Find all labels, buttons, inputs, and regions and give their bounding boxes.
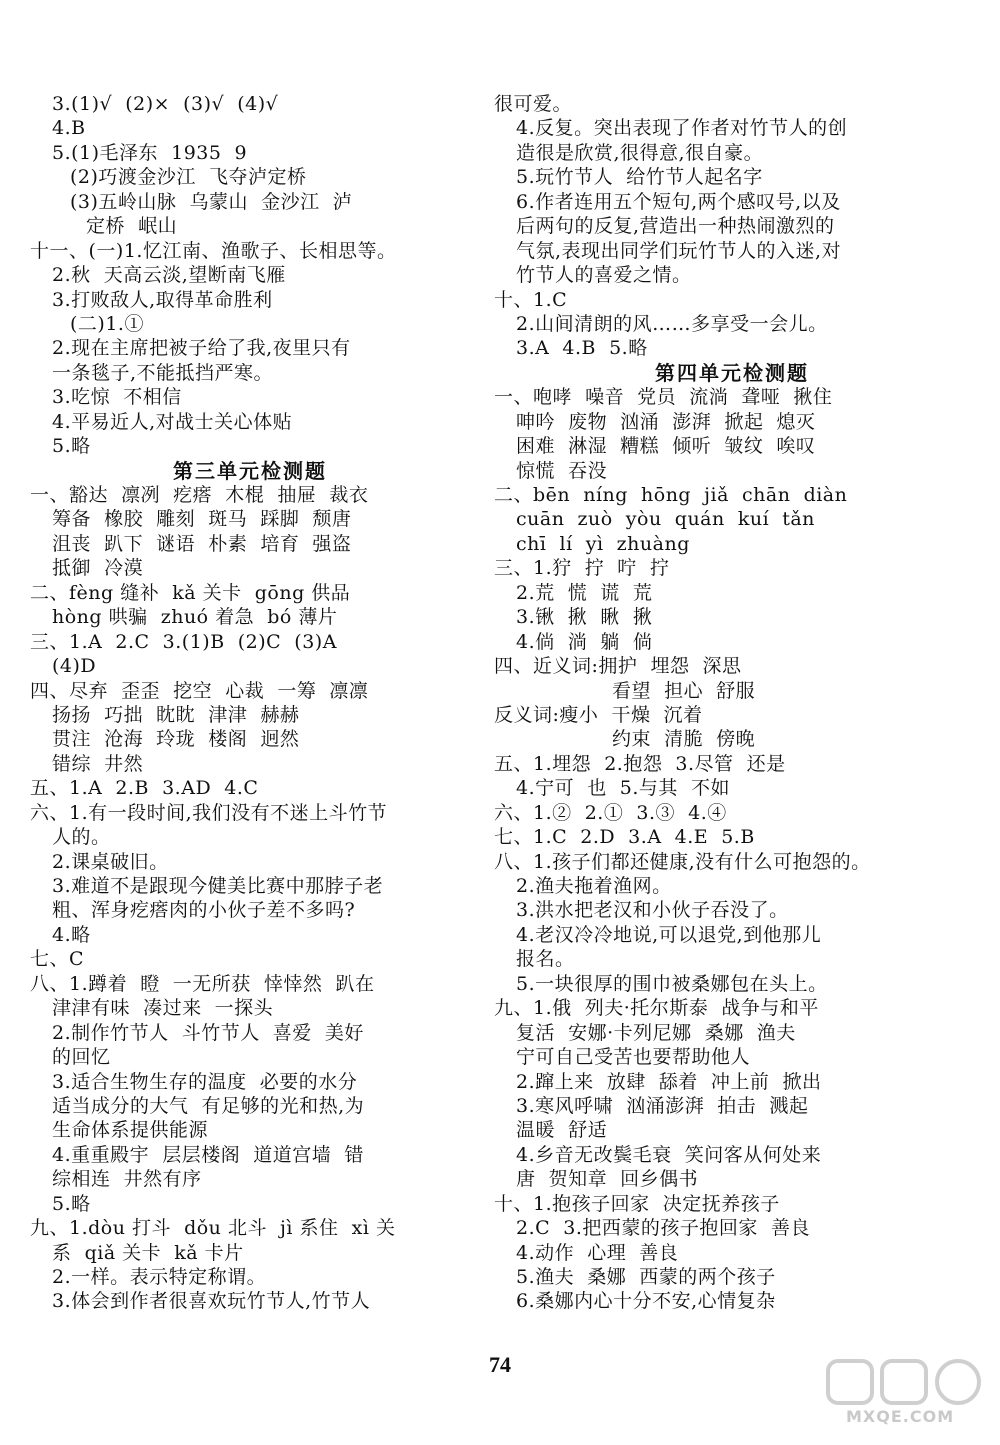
answer-line: 2.现在主席把被子给了我,夜里只有 xyxy=(52,337,351,360)
answer-line: 综相连 井然有序 xyxy=(52,1168,202,1191)
answer-line: 九、1.俄 列夫·托尔斯泰 战争与和平 xyxy=(494,997,819,1020)
answer-line: 5.(1)毛泽东 1935 9 xyxy=(52,141,248,164)
answer-line: 八、1.孩子们都还健康,没有什么可抱怨的。 xyxy=(494,850,871,873)
answer-line: 困难 淋湿 糟糕 倾听 皱纹 唉叹 xyxy=(516,435,816,458)
answer-line: 十一、(一)1.忆江南、渔歌子、长相思等。 xyxy=(30,239,397,262)
answer-line: 5.玩竹节人 给竹节人起名字 xyxy=(516,166,763,189)
answer-line: 一条毯子,不能抵挡严寒。 xyxy=(52,361,274,384)
answer-line: 3.寒风呼啸 汹涌澎湃 拍击 溅起 xyxy=(516,1094,809,1117)
answer-line: 2.蹿上来 放肆 舔着 冲上前 掀出 xyxy=(516,1070,822,1093)
answer-line: 竹节人的喜爱之情。 xyxy=(516,264,692,287)
answer-line: 六、1.② 2.① 3.③ 4.④ xyxy=(494,801,727,824)
answer-line: 二、bēn níng hōng jiǎ chān diàn xyxy=(494,484,848,506)
answer-line: 四、尽弃 歪歪 挖空 心裁 一筹 凛凛 xyxy=(30,679,369,702)
answer-line: 5.一块很厚的围巾被桑娜包在头上。 xyxy=(516,972,828,995)
answer-line: 2.课桌破旧。 xyxy=(52,850,169,873)
answer-line: 4.动作 心理 善良 xyxy=(516,1241,679,1264)
answer-line: 4.重重殿宇 层层楼阁 道道宫墙 错 xyxy=(52,1143,364,1166)
answer-line: 4.反复。突出表现了作者对竹节人的创 xyxy=(516,117,848,140)
answer-line: 5.略 xyxy=(52,1192,91,1215)
answer-line: 五、1.埋怨 2.抱怨 3.尽管 还是 xyxy=(494,752,786,775)
answer-line: 3.适合生物生存的温度 必要的水分 xyxy=(52,1070,358,1093)
answer-line: 3.打败敌人,取得革命胜利 xyxy=(52,288,273,311)
left-column xyxy=(30,92,470,1314)
answer-line: 3.A 4.B 5.略 xyxy=(516,337,648,360)
answer-line: 看望 担心 舒服 xyxy=(612,679,756,702)
answer-line: 反义词:瘦小 干燥 沉着 xyxy=(494,703,703,726)
answer-line: 4.平易近人,对战士关心体贴 xyxy=(52,410,293,433)
answer-line: 呻吟 废物 汹涌 澎湃 掀起 熄灭 xyxy=(516,410,816,433)
answer-line: 4.乡音无改鬓毛衰 笑问客从何处来 xyxy=(516,1143,822,1166)
answer-line: 抵御 冷漠 xyxy=(52,557,144,580)
answer-line: 生命体系提供能源 xyxy=(52,1119,209,1142)
answer-line: 气氛,表现出同学们玩竹节人的入迷,对 xyxy=(516,239,842,262)
answer-line: 七、1.C 2.D 3.A 4.E 5.B xyxy=(494,826,755,849)
answer-line: 二、fèng 缝补 kǎ 关卡 gōng 供品 xyxy=(30,581,351,604)
answer-line: 九、1.dòu 打斗 dǒu 北斗 jì 系住 xì 关 xyxy=(30,1217,396,1240)
answer-line: 四、近义词:拥护 埋怨 深思 xyxy=(494,655,742,678)
answer-line: 4.略 xyxy=(52,923,91,946)
watermark-url: MXQE.COM xyxy=(846,1407,955,1426)
answer-line: 三、1.狞 拧 咛 拧 xyxy=(494,557,670,580)
answer-line: 一、咆哮 噪音 党员 流淌 聋哑 揪住 xyxy=(494,386,833,409)
answer-line: 复活 安娜·卡列尼娜 桑娜 渔夫 xyxy=(516,1021,796,1044)
answer-line: hòng 哄骗 zhuó 着急 bó 薄片 xyxy=(52,606,338,629)
answer-line: 3.体会到作者很喜欢玩竹节人,竹节人 xyxy=(52,1290,371,1313)
page-number: 74 xyxy=(489,1352,511,1377)
answer-line: 2.荒 慌 谎 荒 xyxy=(516,581,653,604)
answer-line: 3.(1)√ (2)× (3)√ (4)√ xyxy=(52,93,279,115)
answer-line: 6.桑娜内心十分不安,心情复杂 xyxy=(516,1290,776,1313)
answer-line: 适当成分的大气 有足够的光和热,为 xyxy=(52,1094,365,1117)
answer-line: 4.倘 淌 躺 倘 xyxy=(516,630,653,653)
answer-line: 贯注 沧海 玲珑 楼阁 迥然 xyxy=(52,728,300,751)
answer-line: 十、1.C xyxy=(494,288,568,311)
answer-line: 2.秋 天高云淡,望断南飞雁 xyxy=(52,264,286,287)
answer-line: 5.渔夫 桑娜 西蒙的两个孩子 xyxy=(516,1266,776,1288)
answer-line: 4.老汉冷冷地说,可以退党,到他那儿 xyxy=(516,923,822,946)
right-column xyxy=(494,92,970,1314)
answer-line: (2)巧渡金沙江 飞夺泸定桥 xyxy=(70,166,307,189)
answer-line: 2.制作竹节人 斗竹节人 喜爱 美好 xyxy=(52,1021,364,1044)
answer-line: (4)D xyxy=(52,655,97,678)
answer-line: 报名。 xyxy=(516,948,575,971)
section-heading: 第四单元检测题 xyxy=(655,360,809,385)
answer-line: (3)五岭山脉 乌蒙山 金沙江 泸 xyxy=(70,190,353,213)
answer-line: 4.B xyxy=(52,117,86,140)
answer-line: 宁可自己受苦也要帮助他人 xyxy=(516,1046,751,1069)
answer-line: 十、1.抱孩子回家 决定抚养孩子 xyxy=(494,1192,780,1215)
answer-line: 2.一样。表示特定称谓。 xyxy=(52,1266,267,1288)
answer-line: 造很是欣赏,很得意,很自豪。 xyxy=(516,141,764,164)
answer-line: chī lí yì zhuàng xyxy=(516,532,690,555)
answer-line: 错综 井然 xyxy=(52,752,144,775)
answer-line: 沮丧 趴下 谜语 朴素 培育 强盗 xyxy=(52,532,352,555)
answer-line: 系 qiǎ 关卡 kǎ 卡片 xyxy=(52,1241,244,1264)
answer-line: 五、1.A 2.B 3.AD 4.C xyxy=(30,777,259,800)
answer-line: 3.吃惊 不相信 xyxy=(52,386,182,409)
answer-line: 2.C 3.把西蒙的孩子抱回家 善良 xyxy=(516,1217,810,1240)
section-heading: 第三单元检测题 xyxy=(173,458,327,483)
watermark-logo-icon xyxy=(826,1357,982,1407)
answer-line: 3.洪水把老汉和小伙子吞没了。 xyxy=(516,899,789,922)
answer-line: 筹备 橡胶 雕刻 斑马 踩脚 颓唐 xyxy=(52,508,352,531)
watermark xyxy=(826,1357,982,1435)
answer-line: 3.锹 揪 瞅 揪 xyxy=(516,606,653,629)
answer-line: 4.宁可 也 5.与其 不如 xyxy=(516,777,730,800)
answer-line: 6.作者连用五个短句,两个感叹号,以及 xyxy=(516,190,841,213)
answer-line: 的回忆 xyxy=(52,1046,111,1069)
answer-line: 后两句的反复,营造出一种热闹激烈的 xyxy=(516,215,835,238)
answer-line: 很可爱。 xyxy=(494,93,573,115)
answer-line: 温暖 舒适 xyxy=(516,1119,608,1142)
answer-line: 唐 贺知章 回乡偶书 xyxy=(516,1168,699,1191)
answer-line: 2.渔夫拖着渔网。 xyxy=(516,875,672,897)
answer-line: 津津有味 凑过来 一探头 xyxy=(52,997,274,1020)
answer-line: 一、豁达 凛冽 疙瘩 木棍 抽屉 裁衣 xyxy=(30,484,369,506)
answer-line: 惊慌 吞没 xyxy=(516,459,608,482)
answer-line: 2.山间清朗的风……多享受一会儿。 xyxy=(516,312,828,335)
answer-line: 六、1.有一段时间,我们没有不迷上斗竹节 xyxy=(30,801,388,824)
answer-line: 粗、浑身疙瘩肉的小伙子差不多吗? xyxy=(52,899,356,922)
answer-line: 约束 清脆 傍晚 xyxy=(612,728,756,751)
answer-line: cuān zuò yòu quán kuí tǎn xyxy=(516,508,815,531)
answer-line: 扬扬 巧拙 眈眈 津津 赫赫 xyxy=(52,703,300,726)
answer-line: 3.难道不是跟现今健美比赛中那脖子老 xyxy=(52,875,384,897)
answer-line: 七、C xyxy=(30,948,85,971)
answer-line: 5.略 xyxy=(52,435,91,458)
answer-line: 定桥 岷山 xyxy=(86,215,178,238)
answer-line: 人的。 xyxy=(52,826,111,849)
answer-line: (二)1.① xyxy=(70,312,144,335)
answer-line: 八、1.蹲着 瞪 一无所获 悻悻然 趴在 xyxy=(30,972,375,995)
answer-line: 三、1.A 2.C 3.(1)B (2)C (3)A xyxy=(30,630,337,653)
